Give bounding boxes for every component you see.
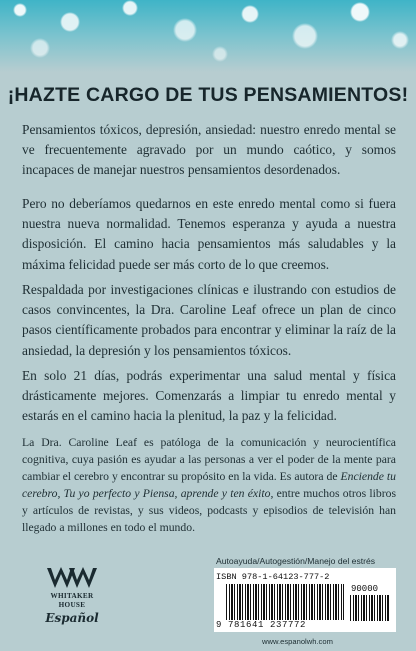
author-bio-intro: La Dra. Caroline Leaf es patóloga de la comunicación y neurocientífica cognitiva, cuya pasión es ayudar a las personas a ver el poder de la mente para cambiar el cerebro y encontrar su propósito en la vida. Es autora de [22, 436, 396, 483]
barcode-digits: 9 781641 237772 [216, 620, 307, 630]
blurb-paragraph-4: En solo 21 días, podrás experimentar una salud mental y física drásticamente mejores. Comenzarás a limpiar tu enredo mental y estarás en el camino hacia la plenitud, la paz y la felicidad. [22, 368, 396, 424]
price-code: 90000 [351, 584, 379, 594]
water-bubbles-banner [0, 0, 416, 72]
author-bio [22, 434, 396, 536]
author-book-titles: Enciende tu cerebro, Tu yo perfecto y Piensa, aprende y ten éxito, [22, 470, 396, 500]
blurb-paragraph-1: Pensamientos tóxicos, depresión, ansiedad: nuestro enredo mental se ve frecuentemente agravado por un mundo caótico, y somos incapaces de manejar nuestros pensamientos desordenados. [22, 122, 396, 178]
publisher-name-line1: WHITAKER [50, 592, 94, 600]
category-label: Autoayuda/Autogestión/Manejo del estrés [216, 556, 376, 566]
blurb-paragraph-2: Pero no deberíamos quedarnos en este enredo mental como si fuera nuestra nueva normalidad. Tenemos esperanza y ayuda a nuestra disposición. El camino hacia pensamientos más saludables y la máxima felicidad puede ser más corto de lo que creemos. [22, 196, 396, 272]
isbn-text: ISBN 978-1-64123-777-2 [216, 572, 330, 582]
blurb-paragraph-3: Respaldada por investigaciones clínicas e ilustrando con estudios de casos convincentes, la Dra. Caroline Leaf ofrece un plan de cinco pasos científicamente probados para encontrar y eliminar la raíz de la ansiedad, la depresión y los pensamientos tóxicos. [22, 282, 396, 358]
addon-barcode-icon [350, 595, 390, 621]
headline: ¡HAZTE CARGO DE TUS PENSAMIENTOS! [7, 84, 409, 106]
publisher-website: www.espanolwh.com [262, 637, 333, 646]
barcode-icon [226, 584, 344, 620]
publisher-imprint: Español [45, 611, 99, 625]
author-bio-outro: entre muchos otros libros y artículos de revistas, y sus videos, podcasts y episodios de televisión han llegado a millones en todo el mundo. [22, 487, 397, 534]
publisher-name-line2: HOUSE [58, 601, 86, 609]
